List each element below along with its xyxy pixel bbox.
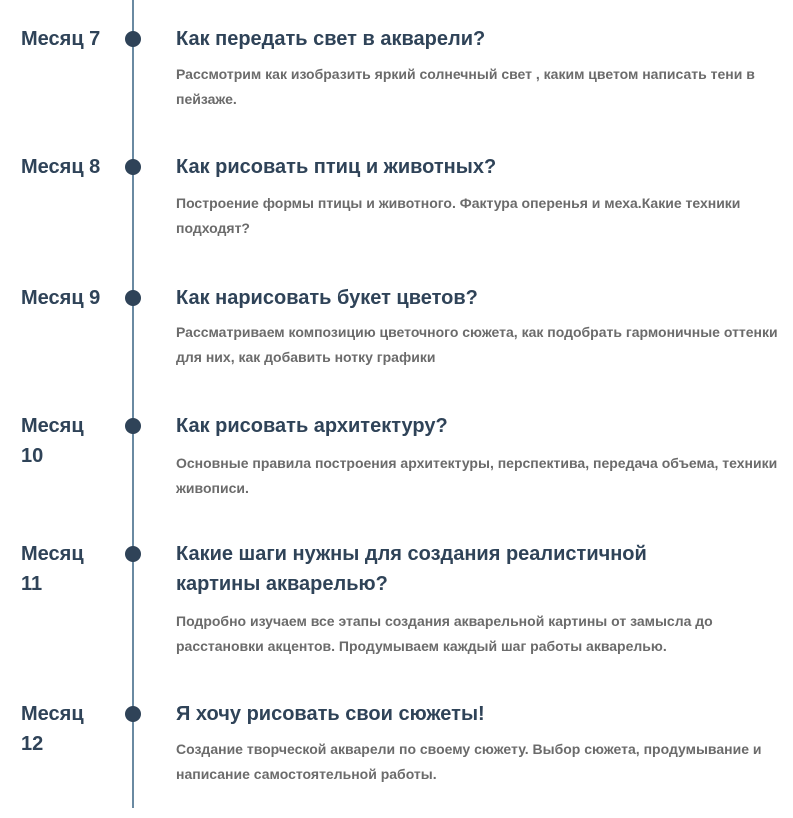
entry-description: Основные правила построения архитектуры, перспектива, передача объема, техники живописи.	[176, 455, 778, 496]
entry-title: Как передать свет в акварели?	[176, 28, 486, 50]
timeline-line	[132, 0, 134, 808]
month-label: Месяц 9	[21, 287, 101, 309]
timeline-dot-icon	[125, 706, 141, 722]
entry-title: Как нарисовать букет цветов?	[176, 287, 478, 309]
timeline-dot-icon	[125, 290, 141, 306]
entry-title: Как рисовать архитектуру?	[176, 415, 448, 437]
month-label: Месяц 8	[21, 156, 101, 178]
entry-description: Создание творческой акварели по своему сюжету. Выбор сюжета, продумывание и написание самостоятельной работы.	[176, 741, 762, 782]
month-label: Месяц 7	[21, 28, 101, 50]
entry-description: Рассмотрим как изобразить яркий солнечный свет , каким цветом написать тени в пейзаже.	[176, 66, 755, 107]
entry-title: Я хочу рисовать свои сюжеты!	[176, 703, 485, 725]
timeline-dot-icon	[125, 418, 141, 434]
timeline-dot-icon	[125, 159, 141, 175]
entry-description: Рассматриваем композицию цветочного сюжета, как подобрать гармоничные оттенки для них, как добавить нотку графики	[176, 324, 778, 365]
month-label: Месяц 12	[21, 703, 84, 755]
month-label: Месяц 10	[21, 415, 84, 467]
entry-title: Как рисовать птиц и животных?	[176, 156, 497, 178]
month-label: Месяц 11	[21, 543, 84, 595]
entry-description: Построение формы птицы и животного. Фактура оперенья и меха.Какие техники подходят?	[176, 195, 741, 236]
timeline-dot-icon	[125, 31, 141, 47]
entry-title: Какие шаги нужны для создания реалистичной картины акварелью?	[176, 543, 647, 595]
timeline-dot-icon	[125, 546, 141, 562]
entry-description: Подробно изучаем все этапы создания акварельной картины от замысла до расстановки акцентов. Продумываем каждый шаг работы акварелью.	[176, 613, 713, 654]
